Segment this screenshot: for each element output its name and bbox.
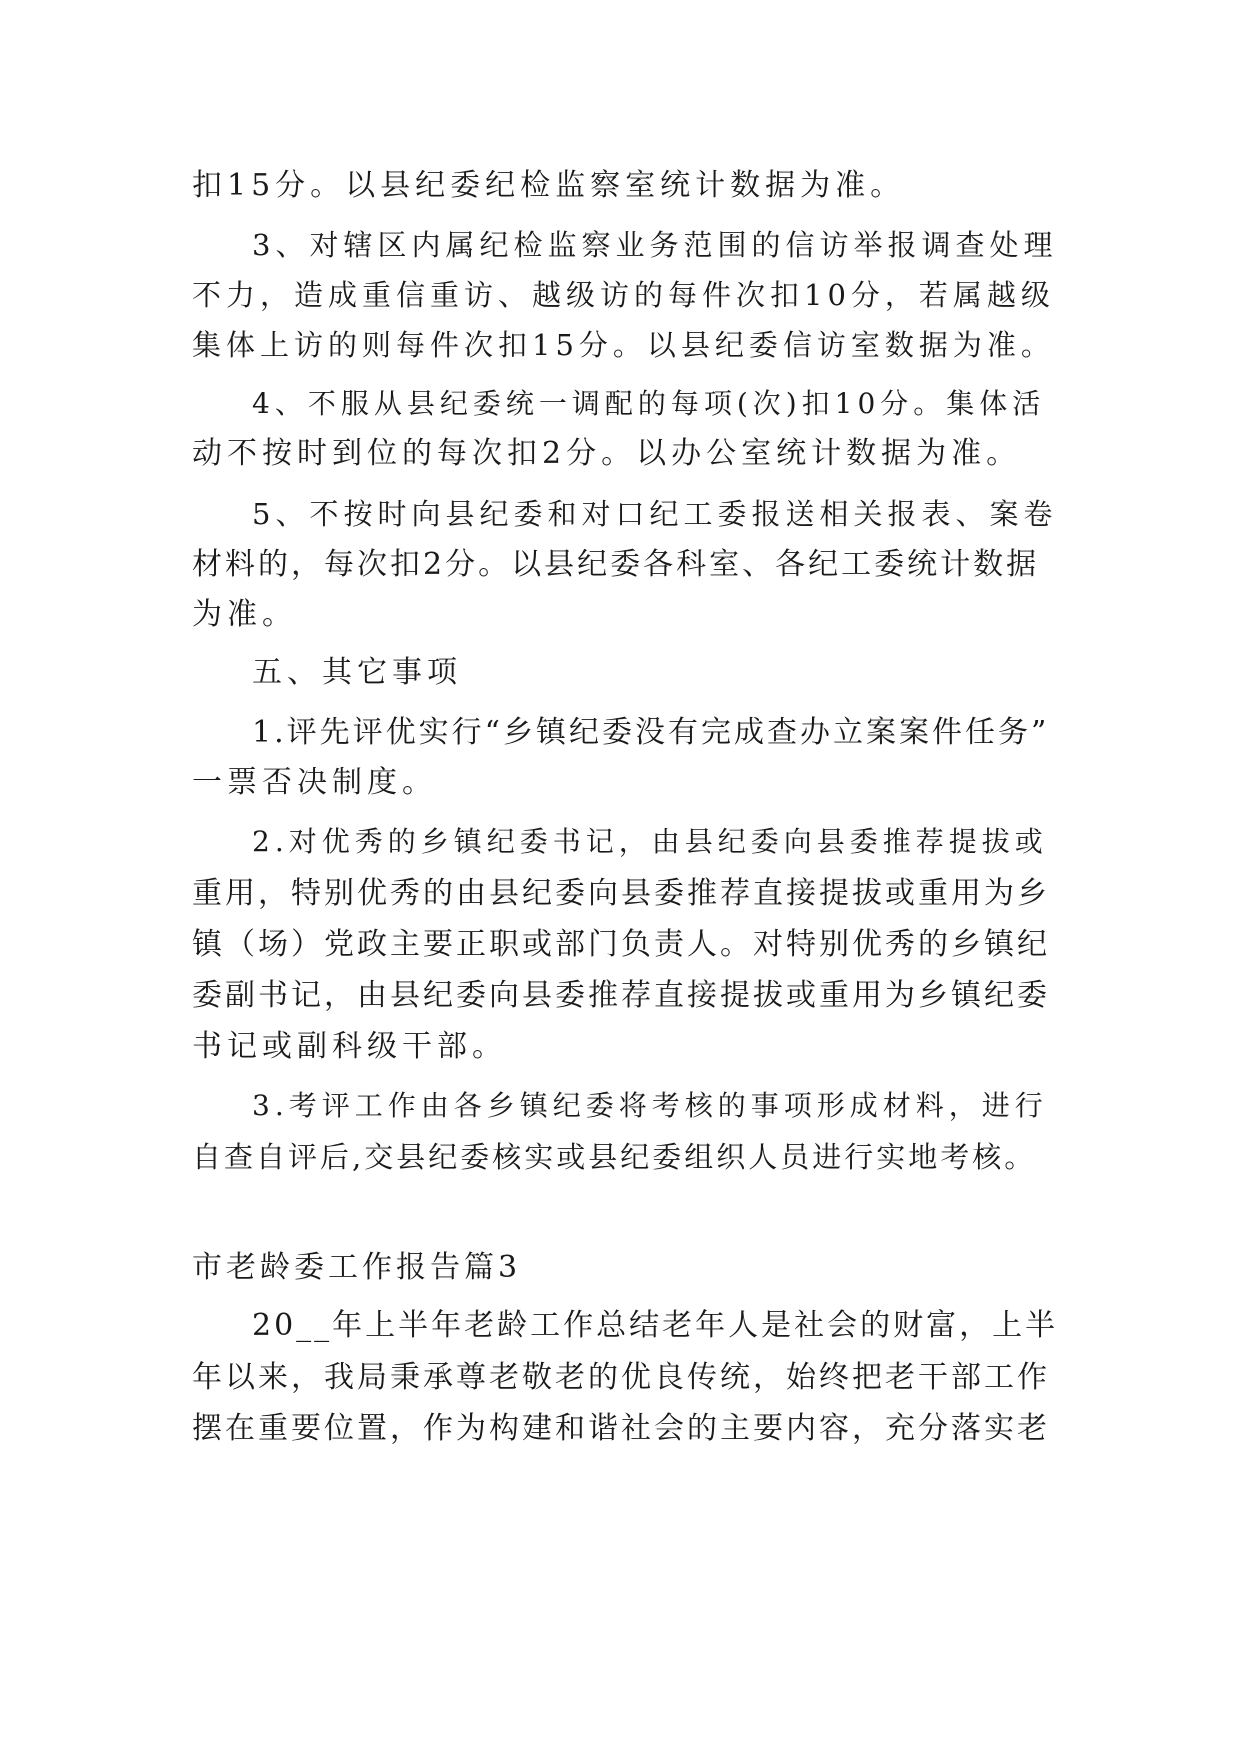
body-line: 动不按时到位的每次扣2分。以办公室统计数据为准。 xyxy=(192,436,1022,471)
body-line: 书记或副科级干部。 xyxy=(192,1029,507,1064)
body-line: 2.对优秀的乡镇纪委书记，由县纪委向县委推荐提拔或 xyxy=(252,825,1048,858)
body-line: 镇（场）党政主要正职或部门负责人。对特别优秀的乡镇纪 xyxy=(192,927,1050,962)
body-line: 3、对辖区内属纪检监察业务范围的信访举报调查处理 xyxy=(252,228,1058,262)
body-line: 自查自评后,交县纪委核实或县纪委组织人员进行实地考核。 xyxy=(192,1140,1037,1174)
body-line: 3.考评工作由各乡镇纪委将考核的事项形成材料，进行 xyxy=(252,1089,1048,1122)
body-line: 1.评先评优实行“乡镇纪委没有完成查办立案案件任务” xyxy=(252,715,1050,750)
body-line: 集体上访的则每件次扣15分。以县纪委信访室数据为准。 xyxy=(192,328,1055,362)
body-line: 20__年上半年老龄工作总结老年人是社会的财富，上半 xyxy=(252,1308,1059,1343)
body-line: 一票否决制度。 xyxy=(192,765,437,800)
body-line: 年以来，我局秉承尊老敬老的优良传统，始终把老干部工作 xyxy=(192,1360,1050,1395)
article-title: 市老龄委工作报告篇3 xyxy=(192,1250,522,1285)
body-line: 委副书记，由县纪委向县委推荐直接提拔或重用为乡镇纪委 xyxy=(192,978,1050,1013)
body-line: 重用，特别优秀的由县纪委向县委推荐直接提拔或重用为乡 xyxy=(192,876,1050,911)
body-line: 4、不服从县纪委统一调配的每项(次)扣10分。集体活 xyxy=(252,387,1046,420)
body-line: 摆在重要位置，作为构建和谐社会的主要内容，充分落实老 xyxy=(192,1411,1050,1446)
body-line: 为准。 xyxy=(192,597,297,632)
body-line: 5、不按时向县纪委和对口纪工委报送相关报表、案卷 xyxy=(252,497,1058,531)
section-heading: 五、其它事项 xyxy=(252,655,462,690)
body-line: 扣15分。以县纪委纪检监察室统计数据为准。 xyxy=(192,168,906,203)
body-line: 不力，造成重信重访、越级访的每件次扣10分，若属越级 xyxy=(192,278,1055,312)
body-line: 材料的，每次扣2分。以县纪委各科室、各纪工委统计数据 xyxy=(192,547,1040,582)
